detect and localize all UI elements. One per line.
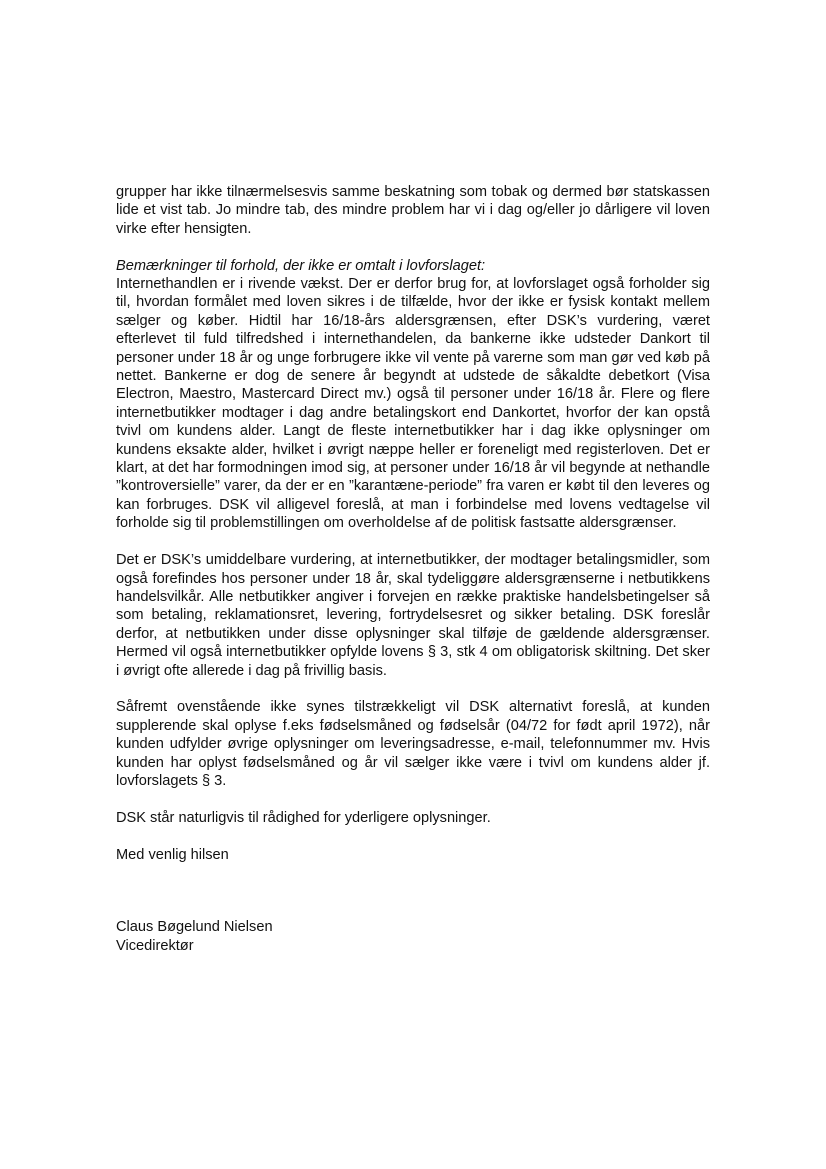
paragraph-availability: DSK står naturligvis til rådighed for yderligere oplysninger. <box>116 809 491 826</box>
paragraph-internet-trade: Internethandlen er i rivende vækst. Der er derfor brug for, at lovforslaget også forholder sig til, hvordan formålet med loven sikres i de tilfælde, hvor der ikke er fysisk kontakt mellem sælger og køber. Hidtil har 16/18-års aldersgrænsen, efter DSK’s vurdering, været efterlevet til fuld tilfredshed i internethandelen, da bankerne ikke udsteder Dankort til personer under 18 år og unge forbrugere ikke vil vente på varerne som man gør ved køb på nettet. Bankerne er dog de senere år begyndt at udstede de såkaldte debetkort (Visa Electron, Maestro, Mastercard Direct mv.) også til personer under 16/18 år. Flere og flere internetbutikker modtager i dag andre betalingskort end Dankortet, hvorfor der kan opstå tvivl om kundens alder. Langt de fleste internetbutikker har i dag ikke oplysninger om kundens eksakte alder, hvilket i øvrigt næppe heller er foreneligt med registerloven. Det er klart, at det har formodningen imod sig, at personer under 16/18 år vil begynde at nethandle ”kontroversielle” varer, da der er en ”karantæne-periode” fra varen er købt til den leveres og kan forbruges. DSK vil alligevel foreslå, at man i forbindelse med lovens vedtagelse vil forholde sig til problemstillingen om overholdelse af de politisk fastsatte aldersgrænser. <box>116 276 710 532</box>
signature-space <box>116 882 710 918</box>
closing-greeting: Med venlig hilsen <box>116 846 229 863</box>
signatory-name: Claus Bøgelund Nielsen <box>116 919 273 936</box>
paragraph-dsk-assessment: Det er DSK’s umiddelbare vurdering, at internetbutikker, der modtager betalingsmidler, som også forefindes hos personer under 18 år, skal tydeliggøre aldersgrænserne i netbutikkens handelsvilkår. Alle netbutikker angiver i forvejen en række praktiske handelsbetingelser så som betaling, reklamationsret, levering, fortrydelsesret og sikker betaling. DSK foreslår derfor, at netbutikken under disse oplysninger skal tilføje de gældende aldersgrænser. Hermed vil også internetbutikker opfylde lovens § 3, stk 4 om obligatorisk skiltning. Det sker i øvrigt ofte allerede i dag på frivillig basis. <box>116 552 710 679</box>
signatory-title: Vicedirektør <box>116 937 194 954</box>
section-heading: Bemærkninger til forhold, der ikke er omtalt i lovforslaget: <box>116 257 486 274</box>
paragraph-alternative-proposal: Såfremt ovenstående ikke synes tilstrækkeligt vil DSK alternativt foreslå, at kunden supplerende skal oplyse f.eks fødselsmåned og fødselsår (04/72 for født april 1972), når kunden udfylder øvrige oplysninger om leveringsadresse, e-mail, telefonnummer mv. Hvis kunden har oplyst fødselsmåned og år vil sælger ikke være i tvivl om kundens alder jf. lovforslagets § 3. <box>116 699 710 789</box>
paragraph-taxation: grupper har ikke tilnærmelsesvis samme beskatning som tobak og dermed bør statskassen lide et vist tab. Jo mindre tab, des mindre problem har vi i dag og/eller jo dårligere vil loven virke efter hensigten. <box>116 184 710 237</box>
letter-body <box>116 183 710 955</box>
